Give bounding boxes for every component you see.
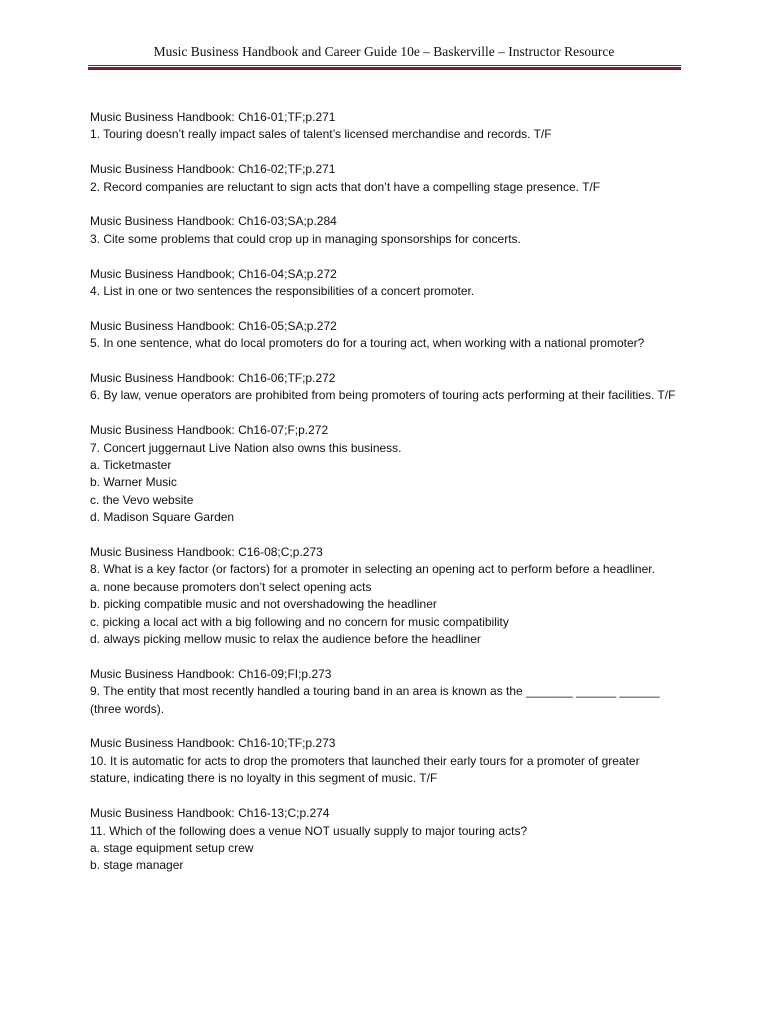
question-1 [90,109,680,144]
answer-option-d: d. always picking mellow music to relax the audience before the headliner [90,632,481,647]
answer-option-c: c. picking a local act with a big following and no concern for music compatibility [90,614,509,629]
question-10 [90,735,680,787]
answer-option-a: a. Ticketmaster [90,458,172,473]
question-text: 2. Record companies are reluctant to sign acts that don’t have a compelling stage presence. T/F [90,179,601,194]
question-text: 8. What is a key factor (or factors) for a promoter in selecting an opening act to perform before a headliner. [90,562,655,577]
question-text: 1. Touring doesn’t really impact sales of talent’s licensed merchandise and records. T/F [90,127,552,142]
question-reference: Music Business Handbook: Ch16-09;FI;p.273 [90,666,332,681]
question-6 [90,370,680,405]
question-9 [90,666,680,718]
question-text: 6. By law, venue operators are prohibited from being promoters of touring acts performing at their facilities. T/F [90,388,676,403]
question-reference: Music Business Handbook; Ch16-04;SA;p.272 [90,266,337,281]
question-text: 9. The entity that most recently handled a touring band in an area is known as the _______ ______ ______ (three words). [90,684,660,716]
header-divider-thick [88,67,681,70]
page-header: Music Business Handbook and Career Guide 10e – Baskerville – Instructor Resource [153,44,615,59]
answer-option-a: a. stage equipment setup crew [90,840,254,855]
question-5 [90,318,680,353]
question-text: 3. Cite some problems that could crop up in managing sponsorships for concerts. [90,231,521,246]
question-reference: Music Business Handbook: Ch16-06;TF;p.272 [90,371,336,386]
question-text: 5. In one sentence, what do local promoters do for a touring act, when working with a national promoter? [90,336,645,351]
question-list [90,109,680,892]
answer-option-c: c. the Vevo website [90,492,194,507]
question-reference: Music Business Handbook: Ch16-05;SA;p.272 [90,318,337,333]
answer-option-d: d. Madison Square Garden [90,510,235,525]
question-reference: Music Business Handbook: Ch16-13;C;p.274 [90,806,330,821]
answer-option-b: b. stage manager [90,858,184,873]
question-text: 11. Which of the following does a venue NOT usually supply to major touring acts? [90,823,528,838]
question-3 [90,213,680,248]
answer-option-b: b. picking compatible music and not overshadowing the headliner [90,597,437,612]
question-reference: Music Business Handbook: Ch16-03;SA;p.284 [90,214,337,229]
question-4 [90,266,680,301]
answer-option-a: a. none because promoters don’t select opening acts [90,579,372,594]
question-reference: Music Business Handbook: Ch16-10;TF;p.273 [90,736,336,751]
question-11 [90,805,680,875]
answer-option-b: b. Warner Music [90,475,177,490]
header-divider-thin [88,65,681,66]
question-reference: Music Business Handbook: Ch16-01;TF;p.271 [90,110,336,124]
question-text: 7. Concert juggernaut Live Nation also owns this business. [90,440,402,455]
question-reference: Music Business Handbook: C16-08;C;p.273 [90,545,323,560]
question-2 [90,161,680,196]
question-8 [90,544,680,648]
question-reference: Music Business Handbook: Ch16-02;TF;p.271 [90,162,336,177]
question-text: 4. List in one or two sentences the responsibilities of a concert promoter. [90,284,475,299]
question-reference: Music Business Handbook: Ch16-07;F;p.272 [90,423,329,438]
question-text: 10. It is automatic for acts to drop the promoters that launched their early tours for a promoter of greater stature, indicating there is no loyalty in this segment of music. T/F [90,753,640,786]
question-7 [90,422,680,526]
